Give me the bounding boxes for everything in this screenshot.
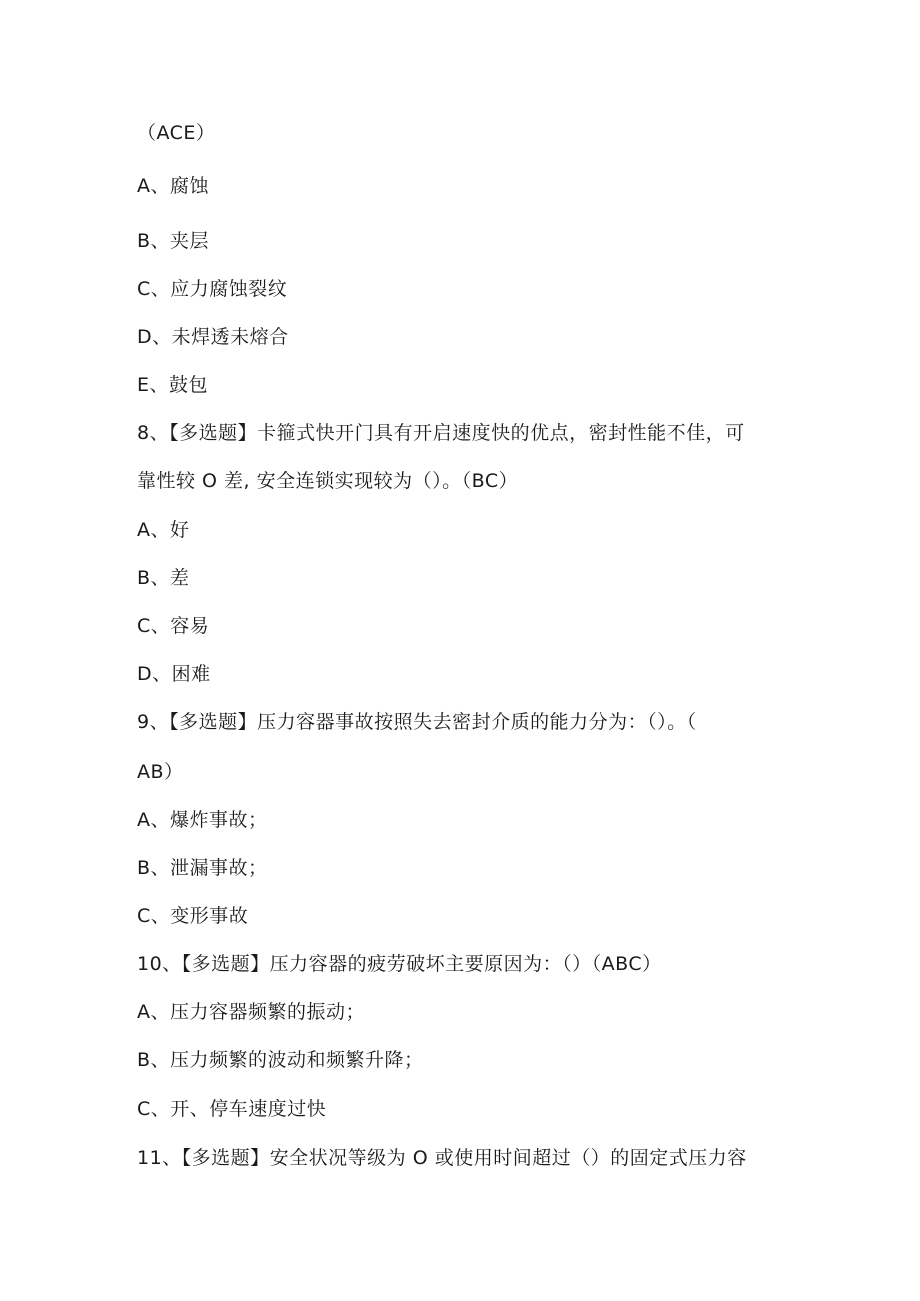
question-line: 靠性较 O 差, 安全连锁实现较为（）。（BC） [137,470,519,492]
option-line: C、开、停车速度过快 [137,1098,327,1120]
question-line: 8、【多选题】卡箍式快开门具有开启速度快的优点，密封性能不佳，可 [137,422,745,444]
answer-line: （ACE） [137,122,216,144]
option-line: C、容易 [137,615,210,637]
option-line: C、变形事故 [137,905,249,927]
option-line: B、差 [137,567,190,589]
option-line: B、泄漏事故； [137,857,268,879]
option-line: D、未焊透未熔合 [137,326,289,348]
option-line: B、压力频繁的波动和频繁升降； [137,1049,424,1071]
option-line: C、应力腐蚀裂纹 [137,278,288,300]
option-line: A、压力容器频繁的振动； [137,1001,365,1023]
option-line: E、鼓包 [137,374,209,396]
option-line: A、爆炸事故； [137,809,268,831]
question-line: 9、【多选题】压力容器事故按照失去密封介质的能力分为：（）。（ [137,711,697,733]
option-line: A、好 [137,519,190,541]
question-line: 11、【多选题】安全状况等级为 O 或使用时间超过（）的固定式压力容 [137,1147,747,1169]
option-line: A、腐蚀 [137,175,209,197]
option-line: D、困难 [137,663,211,685]
option-line: B、夹层 [137,230,210,252]
answer-line: AB） [137,761,184,783]
question-line: 10、【多选题】压力容器的疲劳破坏主要原因为：（）（ABC） [137,953,662,975]
